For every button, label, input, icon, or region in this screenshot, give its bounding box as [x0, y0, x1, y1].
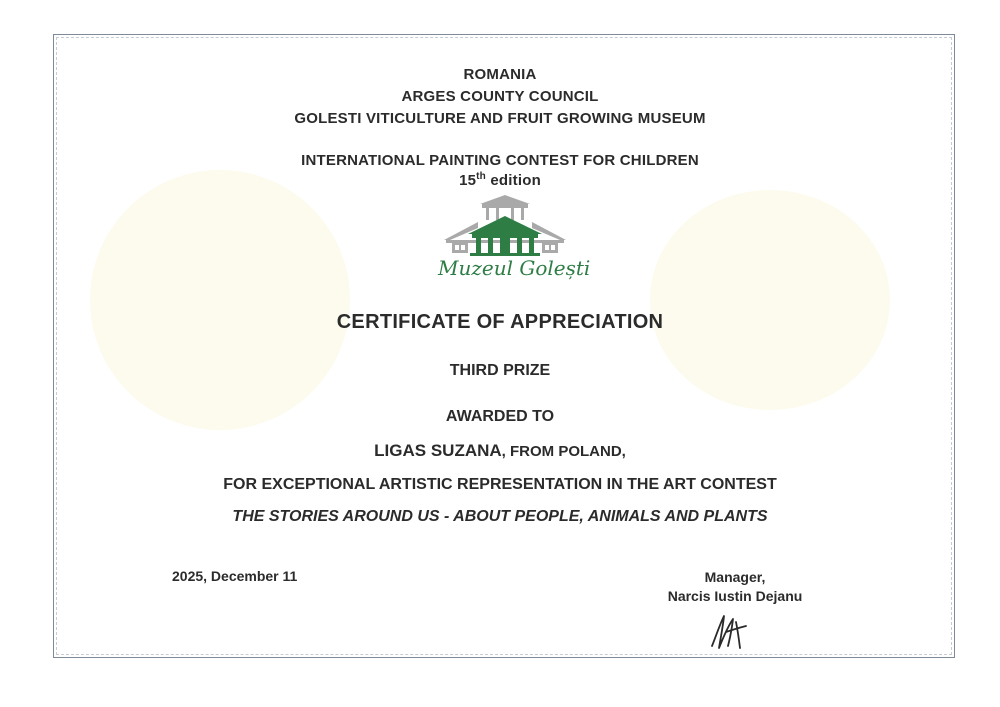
museum-logo	[438, 192, 591, 288]
header-country: ROMANIA	[463, 66, 537, 83]
recipient-origin: , FROM POLAND,	[501, 443, 626, 460]
header-council: ARGES COUNTY COUNCIL	[401, 88, 599, 105]
signer-name: Narcis Iustin Dejanu	[667, 588, 803, 604]
awarded-to: AWARDED TO	[445, 408, 555, 425]
certificate-title: CERTIFICATE OF APPRECIATION	[336, 311, 664, 333]
edition-number: 15	[459, 172, 477, 189]
contest-theme: THE STORIES AROUND US - ABOUT PEOPLE, ANIMALS AND PLANTS	[232, 508, 768, 525]
edition-word: edition	[486, 172, 541, 189]
handwritten-signature	[706, 610, 752, 652]
signature-block	[600, 568, 870, 606]
signer-role: Manager,	[704, 569, 766, 585]
issue-date: 2025, December 11	[172, 568, 298, 584]
certificate-inner-border	[56, 37, 952, 655]
prize-title: THIRD PRIZE	[449, 362, 551, 379]
recipient-line	[0, 441, 1000, 461]
award-reason: FOR EXCEPTIONAL ARTISTIC REPRESENTATION IN THE ART CONTEST	[223, 476, 777, 493]
logo-text: Muzeul Golești	[438, 256, 591, 280]
museum-building-icon	[438, 192, 572, 256]
recipient-name: LIGAS SUZANA	[374, 441, 502, 460]
edition-suffix: th	[476, 171, 486, 182]
header-museum: GOLESTI VITICULTURE AND FRUIT GROWING MUSEUM	[294, 110, 706, 127]
contest-edition	[0, 172, 1000, 189]
contest-name: INTERNATIONAL PAINTING CONTEST FOR CHILDREN	[301, 152, 699, 169]
